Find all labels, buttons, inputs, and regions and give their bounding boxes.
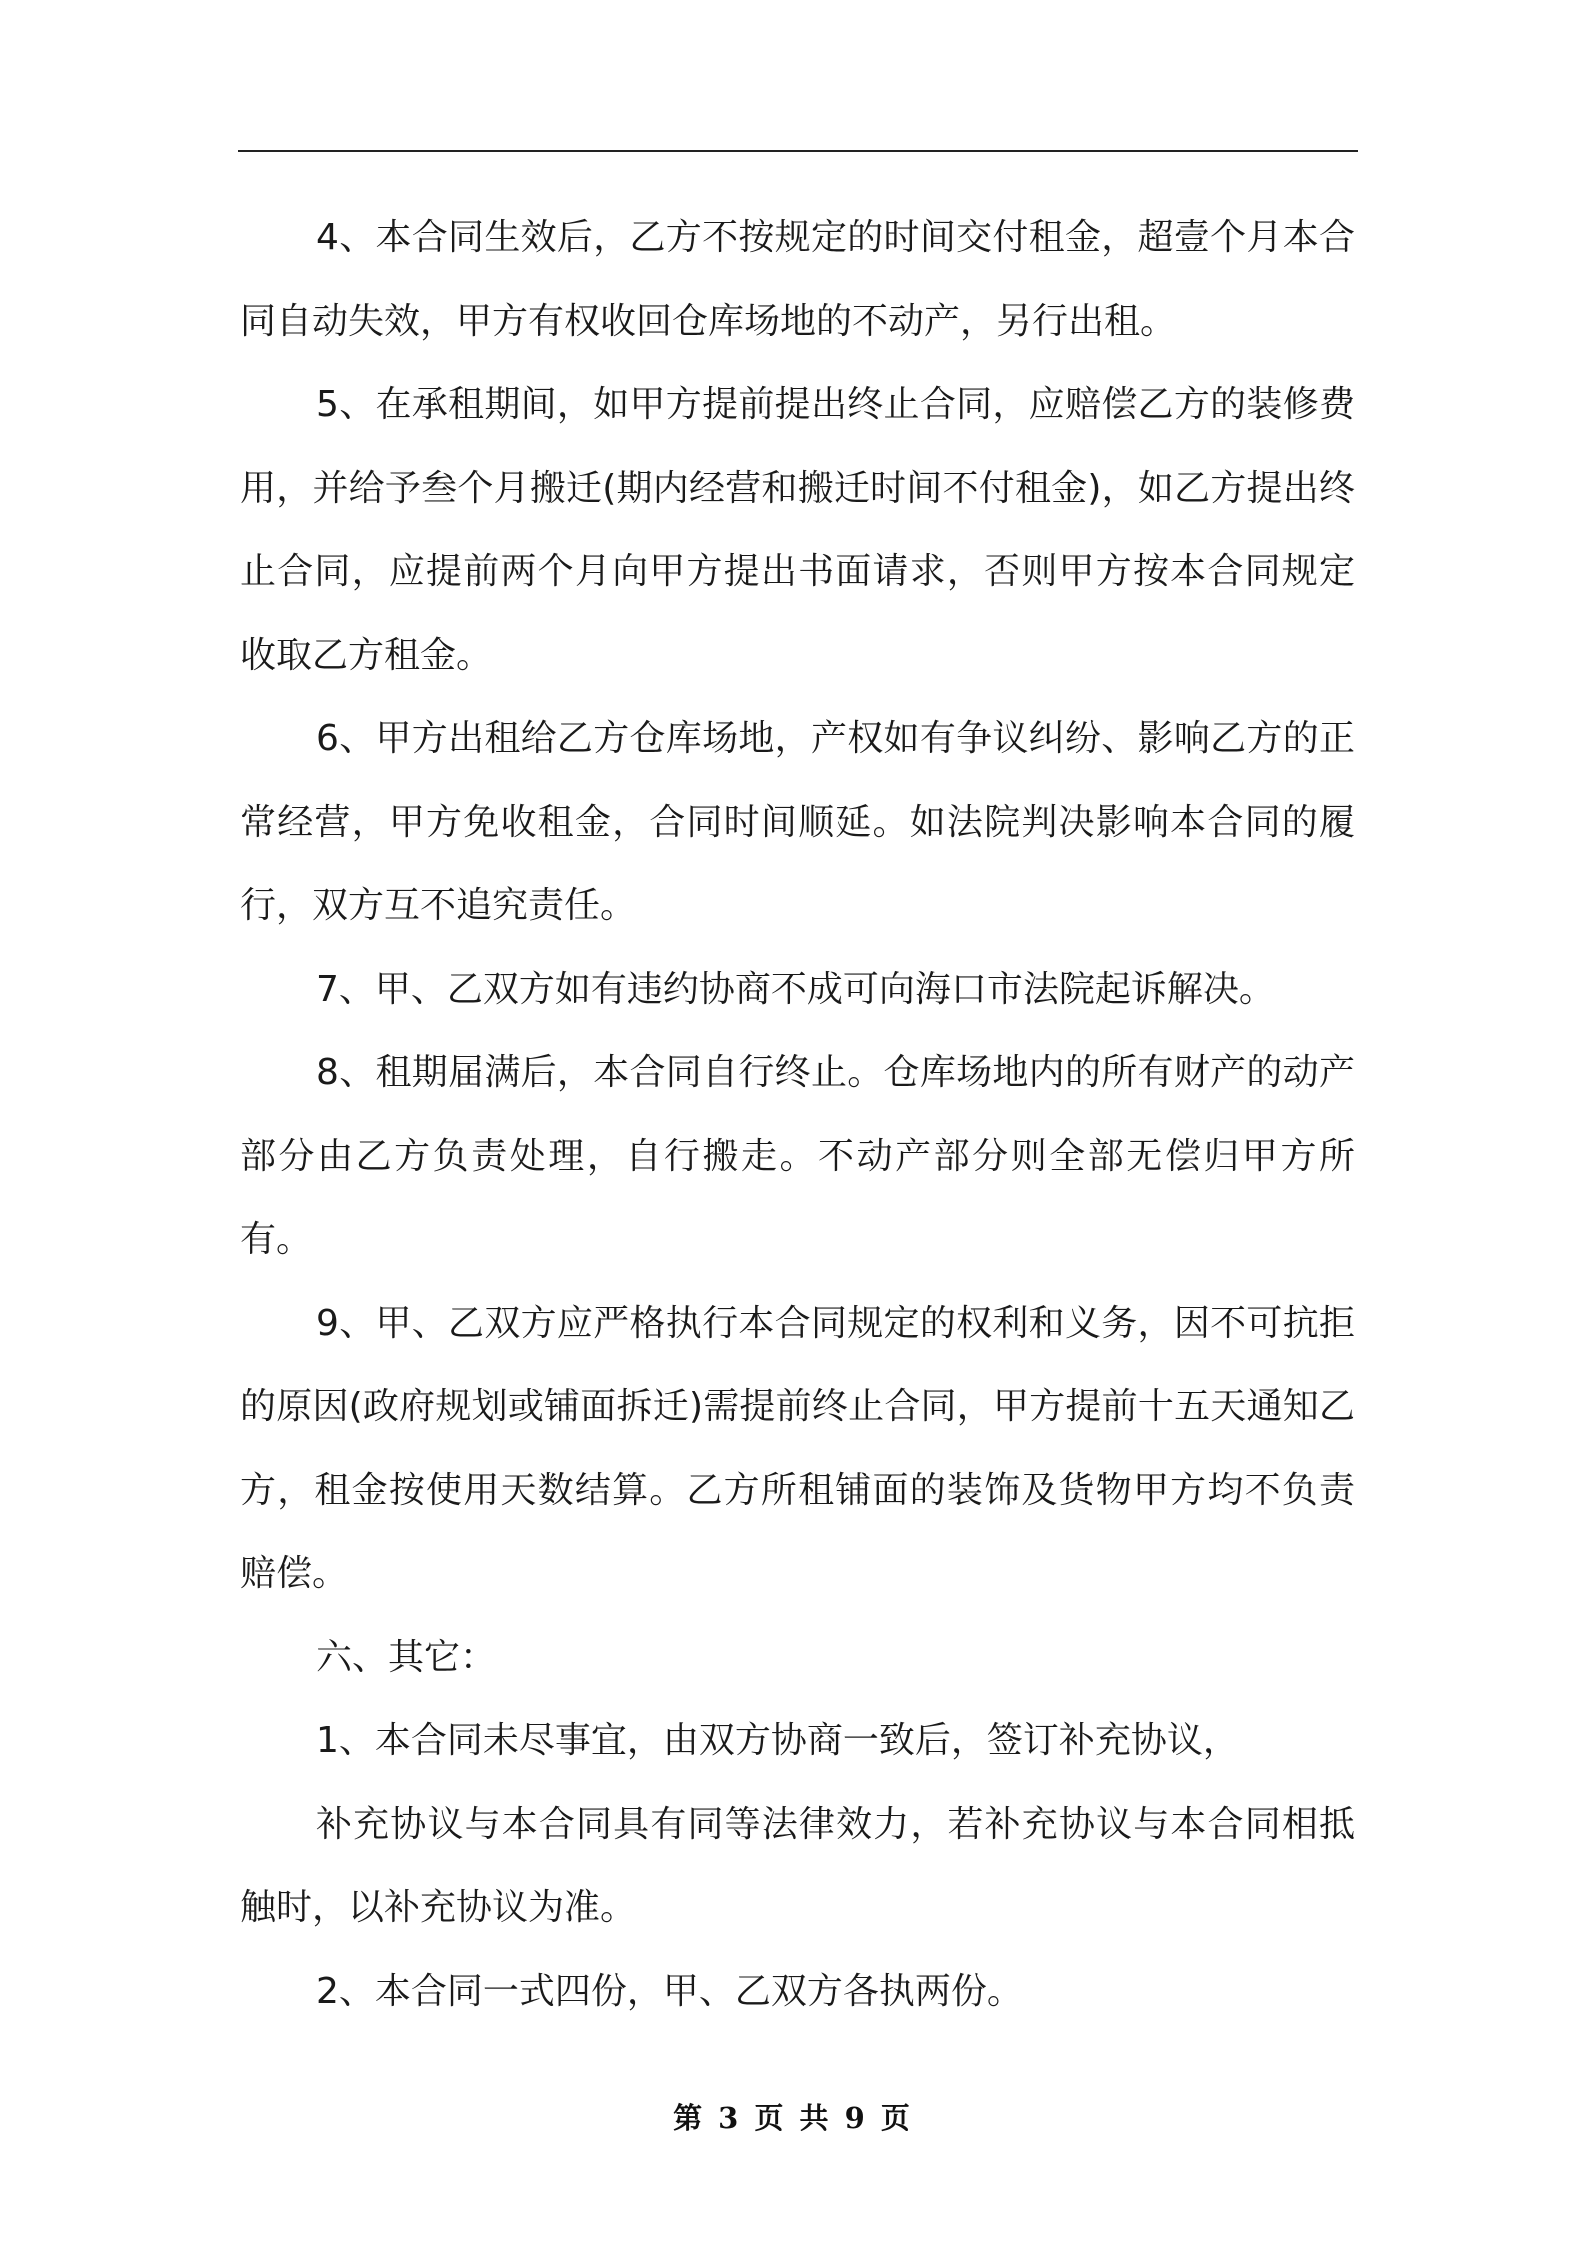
header-rule xyxy=(238,150,1358,152)
clause-4-paragraph: 4、本合同生效后，乙方不按规定的时间交付租金，超壹个月本合同自动失效，甲方有权收回仓库场地的不动产，另行出租。 xyxy=(240,217,1355,342)
page-number-footer: 第 3 页 共 9 页 xyxy=(673,2101,913,2135)
supplementary-agreement-paragraph: 补充协议与本合同具有同等法律效力，若补充协议与本合同相抵触时，以补充协议为准。 xyxy=(240,1803,1355,1928)
section-six-item-1-paragraph: 1、本合同未尽事宜，由双方协商一致后，签订补充协议， xyxy=(316,1720,1239,1761)
clause-5-paragraph: 5、在承租期间，如甲方提前提出终止合同，应赔偿乙方的装修费用，并给予叁个月搬迁(期内经营和搬迁时间不付租金)，如乙方提出终止合同，应提前两个月向甲方提出书面请求，否则甲方按本合同规定收取乙方租金。 xyxy=(240,384,1355,676)
document-body xyxy=(240,196,1355,2033)
section-six-item-2-paragraph: 2、本合同一式四份，甲、乙双方各执两份。 xyxy=(316,1970,1023,2012)
section-six-heading: 六、其它： xyxy=(316,1636,497,1678)
clause-9-paragraph: 9、甲、乙双方应严格执行本合同规定的权利和义务，因不可抗拒的原因(政府规划或铺面拆迁)需提前终止合同，甲方提前十五天通知乙方，租金按使用天数结算。乙方所租铺面的装饰及货物甲方均不负责赔偿。 xyxy=(240,1302,1355,1594)
clause-7-paragraph: 7、甲、乙双方如有违约协商不成可向海口市法院起诉解决。 xyxy=(316,968,1275,1010)
clause-6-paragraph: 6、甲方出租给乙方仓库场地，产权如有争议纠纷、影响乙方的正常经营，甲方免收租金，合同时间顺延。如法院判决影响本合同的履行，双方互不追究责任。 xyxy=(240,718,1355,926)
clause-8-paragraph: 8、租期届满后，本合同自行终止。仓库场地内的所有财产的动产部分由乙方负责处理，自行搬走。不动产部分则全部无偿归甲方所有。 xyxy=(240,1052,1355,1260)
